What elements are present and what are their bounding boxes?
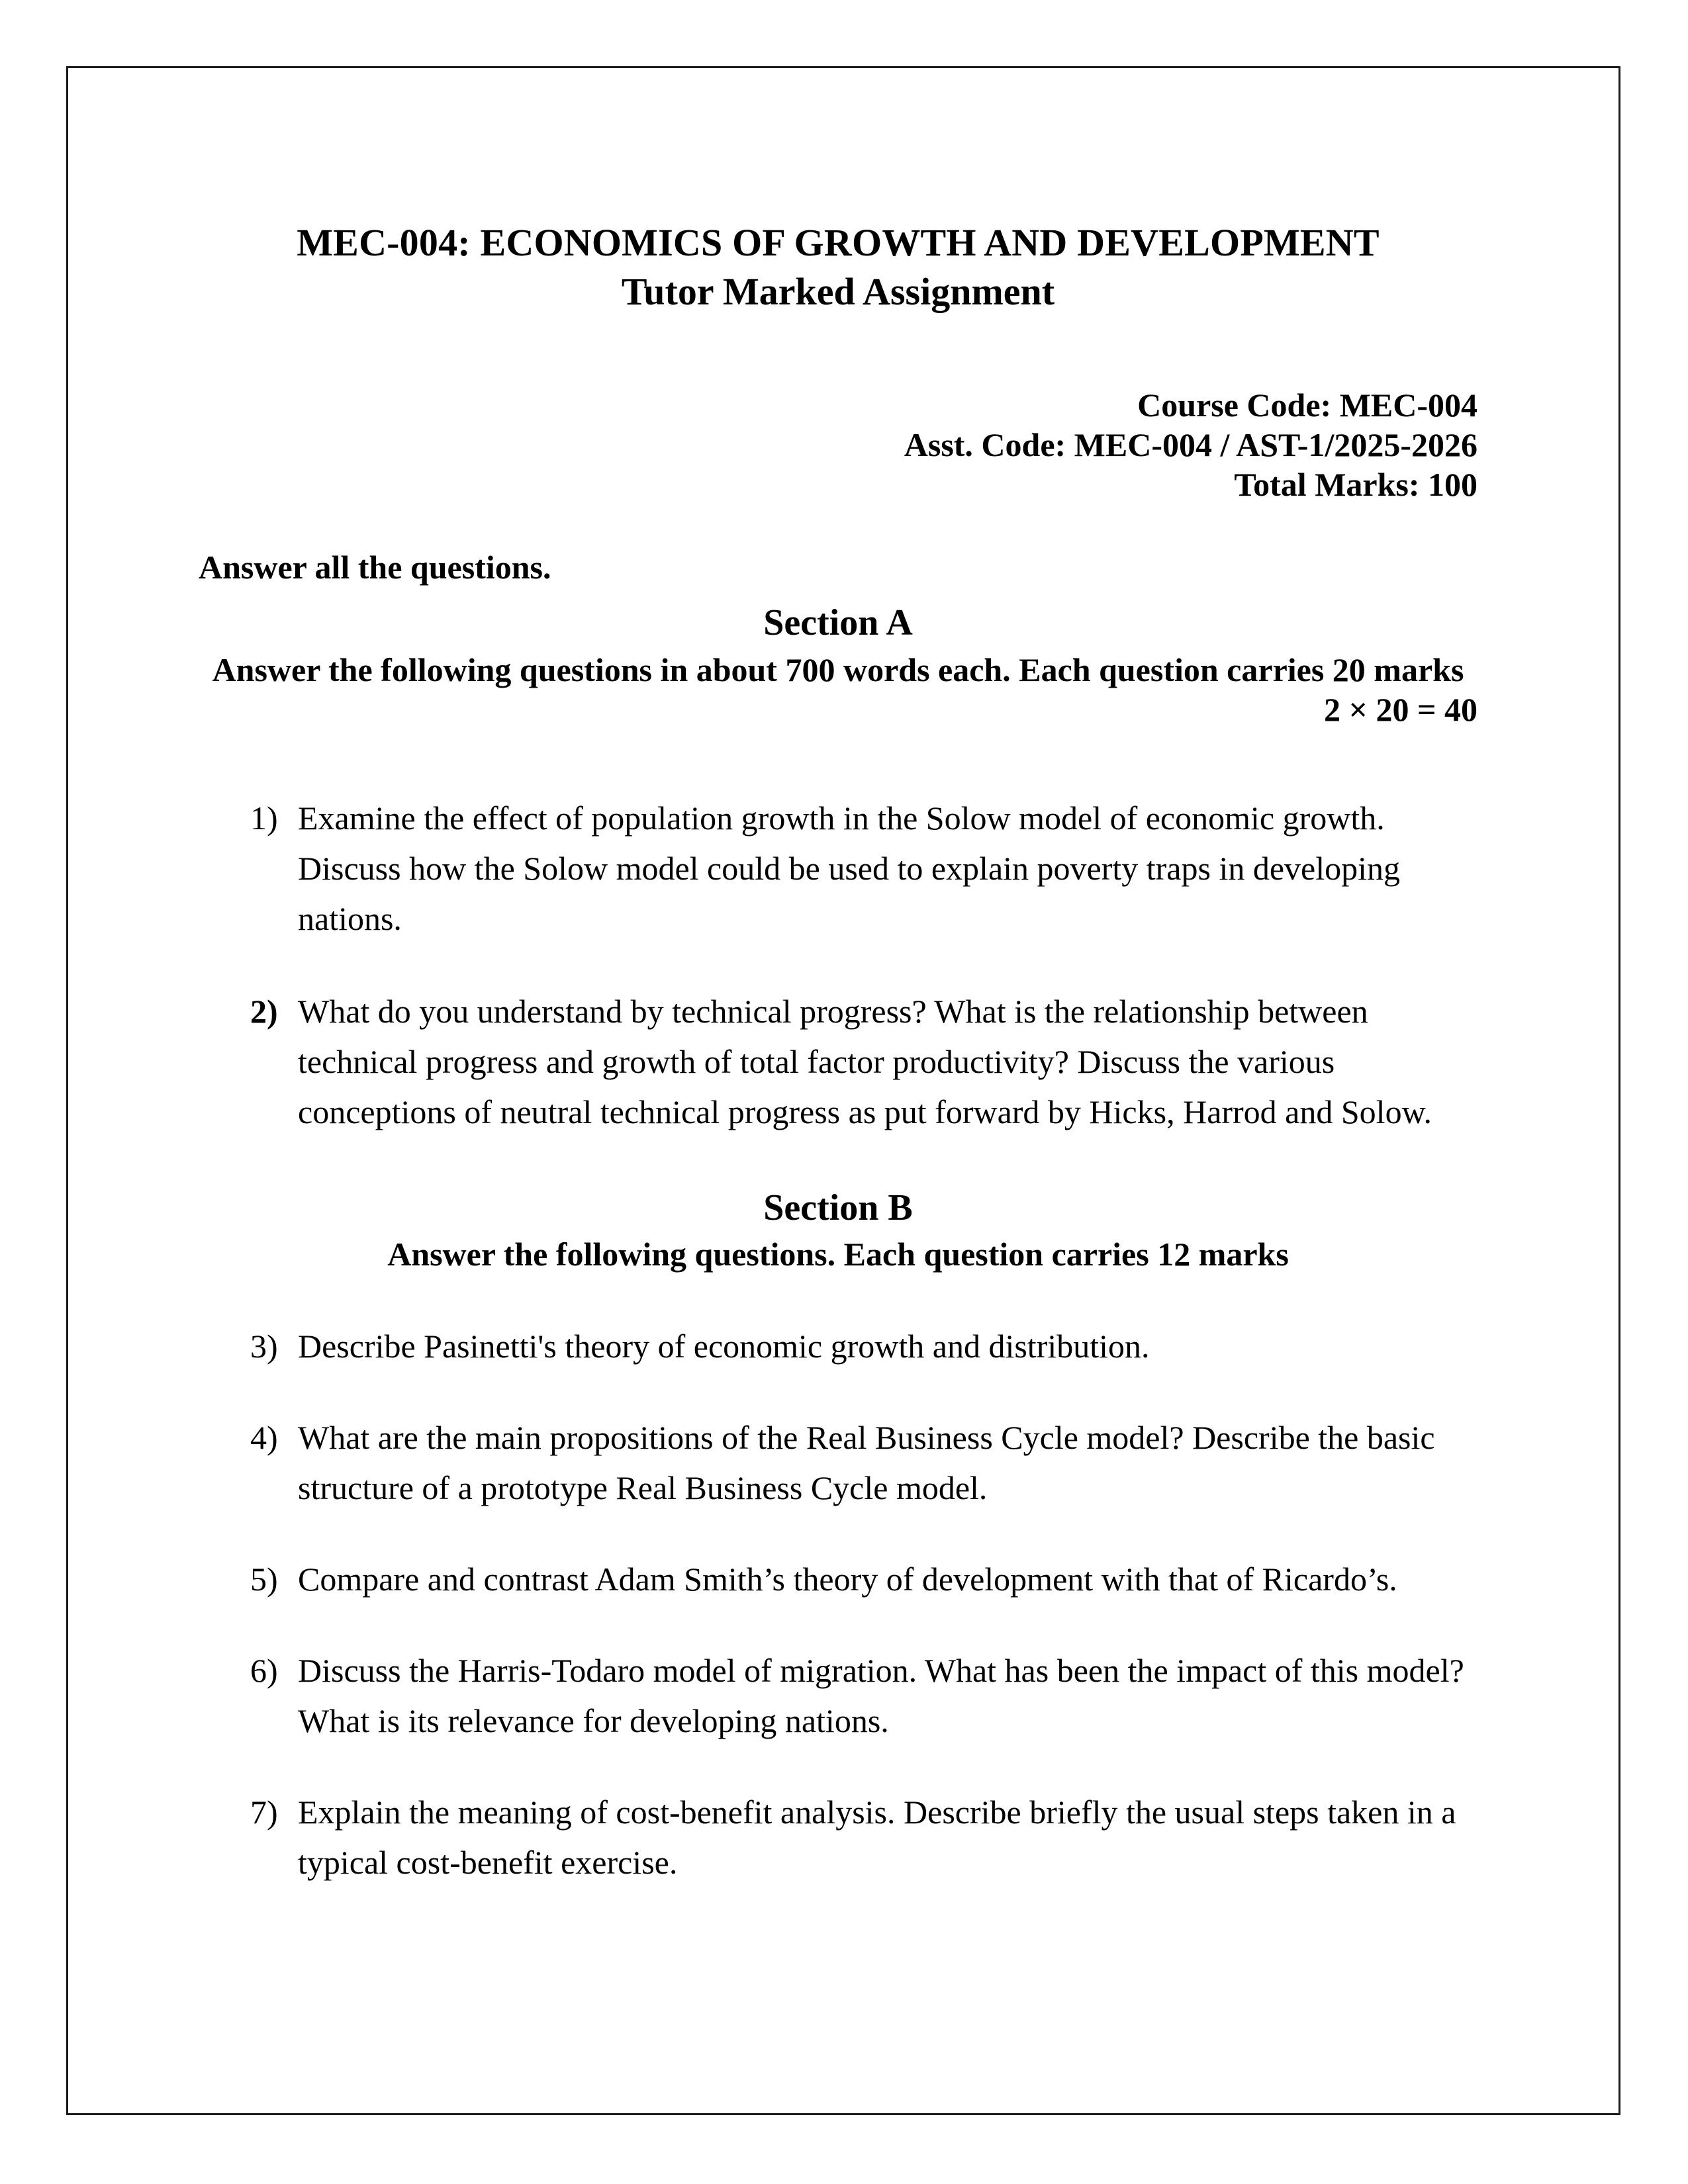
assignment-code-line: Asst. Code: MEC-004 / AST-1/2025-2026: [904, 426, 1477, 463]
section-a-question-list: [199, 793, 1477, 1137]
question-item: [199, 1787, 1477, 1888]
question-number: 1): [250, 799, 278, 837]
question-text: Compare and contrast Adam Smith’s theory of development with that of Ricardo’s.: [298, 1561, 1397, 1598]
section-a-marks-line: 2 × 20 = 40: [1324, 691, 1477, 728]
question-text: What are the main propositions of the Real Business Cycle model? Describe the basic structure of a prototype Real Business Cycle model.: [298, 1419, 1435, 1506]
question-item: [199, 1554, 1477, 1604]
page-content: [199, 218, 1477, 1888]
section-a-instruction: Answer the following questions in about 700 words each. Each question carries 20 marks: [212, 651, 1464, 688]
question-text: Discuss the Harris-Todaro model of migration. What has been the impact of this model? What is its relevance for developing nations.: [298, 1652, 1464, 1739]
question-text: Examine the effect of population growth in the Solow model of economic growth. Discuss how the Solow model could be used to explain poverty traps in developing nations.: [298, 799, 1401, 937]
section-b-question-list: [199, 1321, 1477, 1888]
question-item: [199, 793, 1477, 944]
question-number: 4): [250, 1419, 278, 1456]
question-number: 6): [250, 1652, 278, 1689]
course-code-line: Course Code: MEC-004: [1137, 387, 1477, 424]
question-number: 2): [250, 993, 278, 1030]
section-a-heading: Section A: [763, 602, 913, 643]
course-meta-block: [199, 385, 1477, 504]
question-number: 7): [250, 1794, 278, 1831]
question-text: What do you understand by technical progress? What is the relationship between technical progress and growth of total factor productivity? Discuss the various conceptions of neutral technical progress as put forward by Hicks, Harrod and Solow.: [298, 993, 1432, 1130]
question-item: [199, 1645, 1477, 1746]
question-number: 3): [250, 1328, 278, 1365]
answer-all-instruction: Answer all the questions.: [199, 549, 551, 586]
question-text: Explain the meaning of cost-benefit analysis. Describe briefly the usual steps taken in a typical cost-benefit exercise.: [298, 1794, 1456, 1881]
question-number: 5): [250, 1561, 278, 1598]
question-item: [199, 1321, 1477, 1371]
page-subtitle: Tutor Marked Assignment: [621, 270, 1055, 313]
question-text: Describe Pasinetti's theory of economic growth and distribution.: [298, 1328, 1150, 1365]
total-marks-line: Total Marks: 100: [1234, 466, 1477, 503]
section-b-heading: Section B: [763, 1187, 913, 1228]
section-spacer: [199, 1137, 1477, 1186]
section-b-instruction: Answer the following questions. Each question carries 12 marks: [387, 1236, 1289, 1273]
question-item: [199, 986, 1477, 1137]
question-item: [199, 1412, 1477, 1513]
page-title: MEC-004: ECONOMICS OF GROWTH AND DEVELOPMENT: [297, 221, 1380, 264]
